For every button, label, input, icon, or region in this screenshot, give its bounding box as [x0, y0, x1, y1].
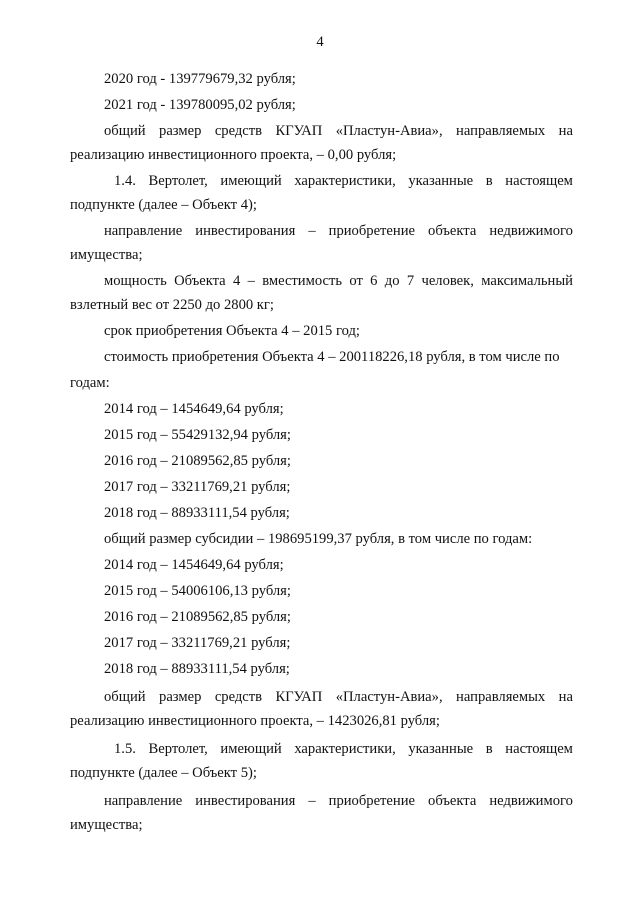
- justified-word: недвижимого: [489, 223, 573, 239]
- investment-project-line: реализацию инвестиционного проекта, – 0,00 рубля;: [70, 147, 397, 163]
- justified-word: в: [485, 173, 493, 189]
- justified-word: направление: [104, 793, 183, 809]
- year-2021-line: 2021 год - 139780095,02 рубля;: [104, 97, 296, 113]
- subsidy-2017-line: 2017 год – 33211769,21 рубля;: [104, 635, 291, 651]
- justified-word: объекта: [428, 223, 477, 239]
- investment-project-line-2: реализацию инвестиционного проекта, – 1423026,81 рубля;: [70, 713, 440, 729]
- justified-word: средств: [214, 689, 263, 705]
- justified-word: указанные: [408, 741, 474, 757]
- justified-word: КГУАП: [275, 689, 323, 705]
- justified-word: Вертолет,: [148, 173, 208, 189]
- justified-word: размер: [159, 123, 202, 139]
- justified-word: размер: [159, 689, 202, 705]
- kguap-funds-line: [104, 122, 573, 140]
- justified-word: «Пластун-Авиа»,: [335, 123, 443, 139]
- justified-word: Вертолет,: [148, 741, 208, 757]
- cost-2018-line: 2018 год – 88933111,54 рубля;: [104, 505, 290, 521]
- investment-direction-line: [104, 222, 573, 240]
- justified-word: объекта: [428, 793, 477, 809]
- justified-word: 4: [232, 273, 241, 289]
- justified-word: настоящем: [505, 173, 573, 189]
- justified-word: на: [558, 689, 573, 705]
- justified-word: имеющий: [220, 741, 282, 757]
- object-4-heading-line: [114, 172, 573, 190]
- justified-word: «Пластун-Авиа»,: [335, 689, 443, 705]
- justified-word: общий: [104, 689, 146, 705]
- justified-word: 7: [406, 273, 415, 289]
- subsidy-2016-line: 2016 год – 21089562,85 рубля;: [104, 609, 291, 625]
- justified-word: направление: [104, 223, 183, 239]
- justified-word: приобретение: [328, 793, 416, 809]
- takeoff-weight-line: взлетный вес от 2250 до 2800 кг;: [70, 297, 274, 313]
- acquisition-cost-line: стоимость приобретения Объекта 4 – 200118226,18 рубля, в том числе по: [104, 349, 560, 365]
- object-5-heading-line: [114, 740, 573, 758]
- property-line-2: имущества;: [70, 817, 143, 833]
- property-line: имущества;: [70, 247, 143, 263]
- justified-word: средств: [214, 123, 263, 139]
- justified-word: имеющий: [220, 173, 282, 189]
- acquisition-term-line: срок приобретения Объекта 4 – 2015 год;: [104, 323, 360, 339]
- justified-word: от: [349, 273, 363, 289]
- justified-word: недвижимого: [489, 793, 573, 809]
- justified-word: вместимость: [262, 273, 343, 289]
- justified-word: в: [485, 741, 493, 757]
- justified-word: человек,: [421, 273, 474, 289]
- justified-word: –: [308, 793, 316, 809]
- justified-word: КГУАП: [275, 123, 323, 139]
- justified-word: общий: [104, 123, 146, 139]
- justified-word: 1.4.: [114, 173, 136, 189]
- capacity-line: [104, 272, 573, 290]
- justified-word: характеристики,: [294, 173, 396, 189]
- justified-word: инвестирования: [195, 793, 296, 809]
- investment-direction-line-2: [104, 792, 573, 810]
- justified-word: настоящем: [505, 741, 573, 757]
- page-number: 4: [316, 34, 324, 50]
- subsidy-2014-line: 2014 год – 1454649,64 рубля;: [104, 557, 284, 573]
- kguap-funds-line-2: [104, 688, 573, 706]
- justified-word: направляемых: [456, 689, 546, 705]
- subsidy-total-line: общий размер субсидии – 198695199,37 рубля, в том числе по годам:: [104, 531, 533, 547]
- subsidy-2018-line: 2018 год – 88933111,54 рубля;: [104, 661, 290, 677]
- justified-word: направляемых: [456, 123, 546, 139]
- justified-word: мощность: [104, 273, 167, 289]
- by-years-line: годам:: [70, 375, 110, 391]
- object-4-subclause-line: подпункте (далее – Объект 4);: [70, 197, 257, 213]
- justified-word: –: [247, 273, 255, 289]
- justified-word: –: [308, 223, 316, 239]
- justified-word: 1.5.: [114, 741, 136, 757]
- justified-word: на: [558, 123, 573, 139]
- justified-word: максимальный: [481, 273, 573, 289]
- justified-word: Объекта: [174, 273, 226, 289]
- subsidy-2015-line: 2015 год – 54006106,13 рубля;: [104, 583, 291, 599]
- object-5-subclause-line: подпункте (далее – Объект 5);: [70, 765, 257, 781]
- justified-word: характеристики,: [294, 741, 396, 757]
- justified-word: приобретение: [328, 223, 416, 239]
- justified-word: инвестирования: [195, 223, 296, 239]
- justified-word: 6: [370, 273, 378, 289]
- cost-2015-line: 2015 год – 55429132,94 рубля;: [104, 427, 291, 443]
- cost-2017-line: 2017 год – 33211769,21 рубля;: [104, 479, 291, 495]
- justified-word: до: [384, 273, 400, 289]
- cost-2016-line: 2016 год – 21089562,85 рубля;: [104, 453, 291, 469]
- year-2020-line: 2020 год - 139779679,32 рубля;: [104, 71, 296, 87]
- justified-word: указанные: [408, 173, 474, 189]
- cost-2014-line: 2014 год – 1454649,64 рубля;: [104, 401, 284, 417]
